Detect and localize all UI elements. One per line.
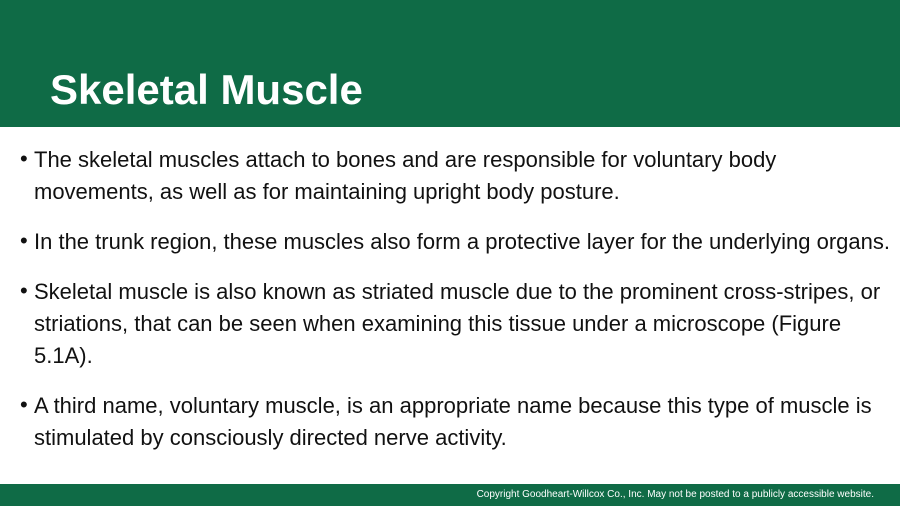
copyright-notice: Copyright Goodheart-Willcox Co., Inc. May not be posted to a publicly accessible website. xyxy=(476,489,874,500)
bullet-text: In the trunk region, these muscles also form a protective layer for the underlying organs. xyxy=(34,229,890,254)
title-bar xyxy=(0,0,900,127)
bullet-item xyxy=(20,276,890,372)
bullet-icon: • xyxy=(20,278,28,303)
bullet-icon: • xyxy=(20,146,28,171)
bullet-text: Skeletal muscle is also known as striated muscle due to the prominent cross-stripes, or striations, that can be seen when examining this tissue under a microscope (Figure 5.1A). xyxy=(34,279,881,368)
bullet-item xyxy=(20,144,890,208)
bullet-item xyxy=(20,226,890,258)
bullet-text: A third name, voluntary muscle, is an appropriate name because this type of muscle is stimulated by consciously directed nerve activity. xyxy=(34,393,872,450)
bullet-icon: • xyxy=(20,392,28,417)
bullet-icon: • xyxy=(20,228,28,253)
slide-title: Skeletal Muscle xyxy=(50,66,363,113)
bullet-item xyxy=(20,390,890,454)
footer-bar xyxy=(0,484,900,506)
bullet-text: The skeletal muscles attach to bones and are responsible for voluntary body movements, as well as for maintaining upright body posture. xyxy=(34,147,777,204)
bullet-list xyxy=(20,144,890,472)
